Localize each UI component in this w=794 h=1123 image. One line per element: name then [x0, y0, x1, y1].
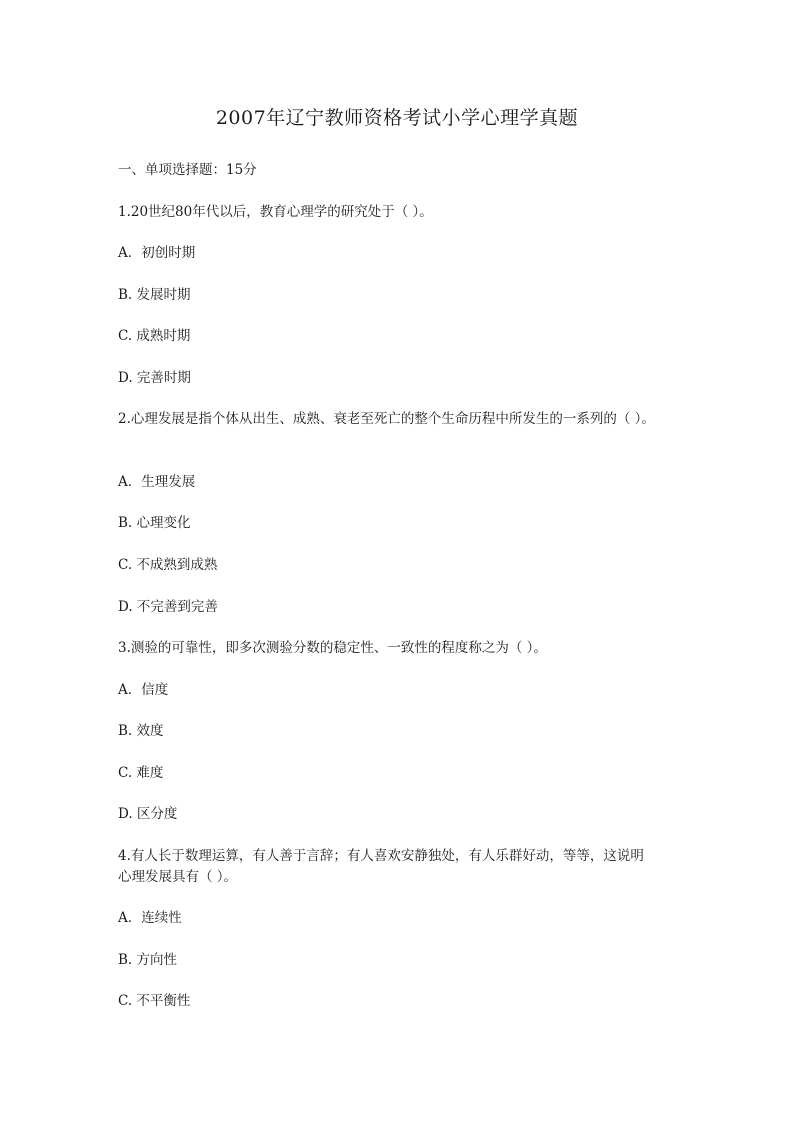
- section-heading: 一、单项选择题：15分: [118, 162, 257, 178]
- question-1-option-c: C. 成熟时期: [118, 328, 191, 344]
- question-4-option-c: C. 不平衡性: [118, 993, 191, 1009]
- question-3-option-a: A．信度: [118, 682, 169, 698]
- question-2-option-d: D. 不完善到完善: [118, 599, 218, 615]
- question-3-stem: 3.测验的可靠性，即多次测验分数的稳定性、一致性的程度称之为（ ）。: [118, 640, 547, 656]
- question-4-stem-line-2: 心理发展具有（ ）。: [118, 869, 238, 885]
- question-1-option-d: D. 完善时期: [118, 370, 191, 386]
- question-2-option-c: C. 不成熟到成熟: [118, 557, 218, 573]
- question-2-option-a: A．生理发展: [118, 474, 196, 490]
- question-1-option-a: A．初创时期: [118, 245, 196, 261]
- question-1-option-b: B. 发展时期: [118, 287, 191, 303]
- question-4-option-b: B. 方向性: [118, 952, 178, 968]
- question-3-option-b: B. 效度: [118, 723, 164, 739]
- question-4-option-a: A．连续性: [118, 910, 182, 926]
- question-2-option-b: B. 心理变化: [118, 515, 191, 531]
- document-title: 2007年辽宁教师资格考试小学心理学真题: [215, 107, 579, 129]
- question-1-stem: 1.20世纪80年代以后，教育心理学的研究处于（ ）。: [118, 204, 433, 220]
- question-3-option-d: D. 区分度: [118, 806, 178, 822]
- question-2-stem: 2.心理发展是指个体从出生、成熟、衰老至死亡的整个生命历程中所发生的一系列的（ ）。: [118, 411, 655, 427]
- question-4-stem-line-1: 4.有人长于数理运算，有人善于言辞；有人喜欢安静独处，有人乐群好动，等等，这说明: [118, 848, 644, 864]
- question-3-option-c: C. 难度: [118, 765, 164, 781]
